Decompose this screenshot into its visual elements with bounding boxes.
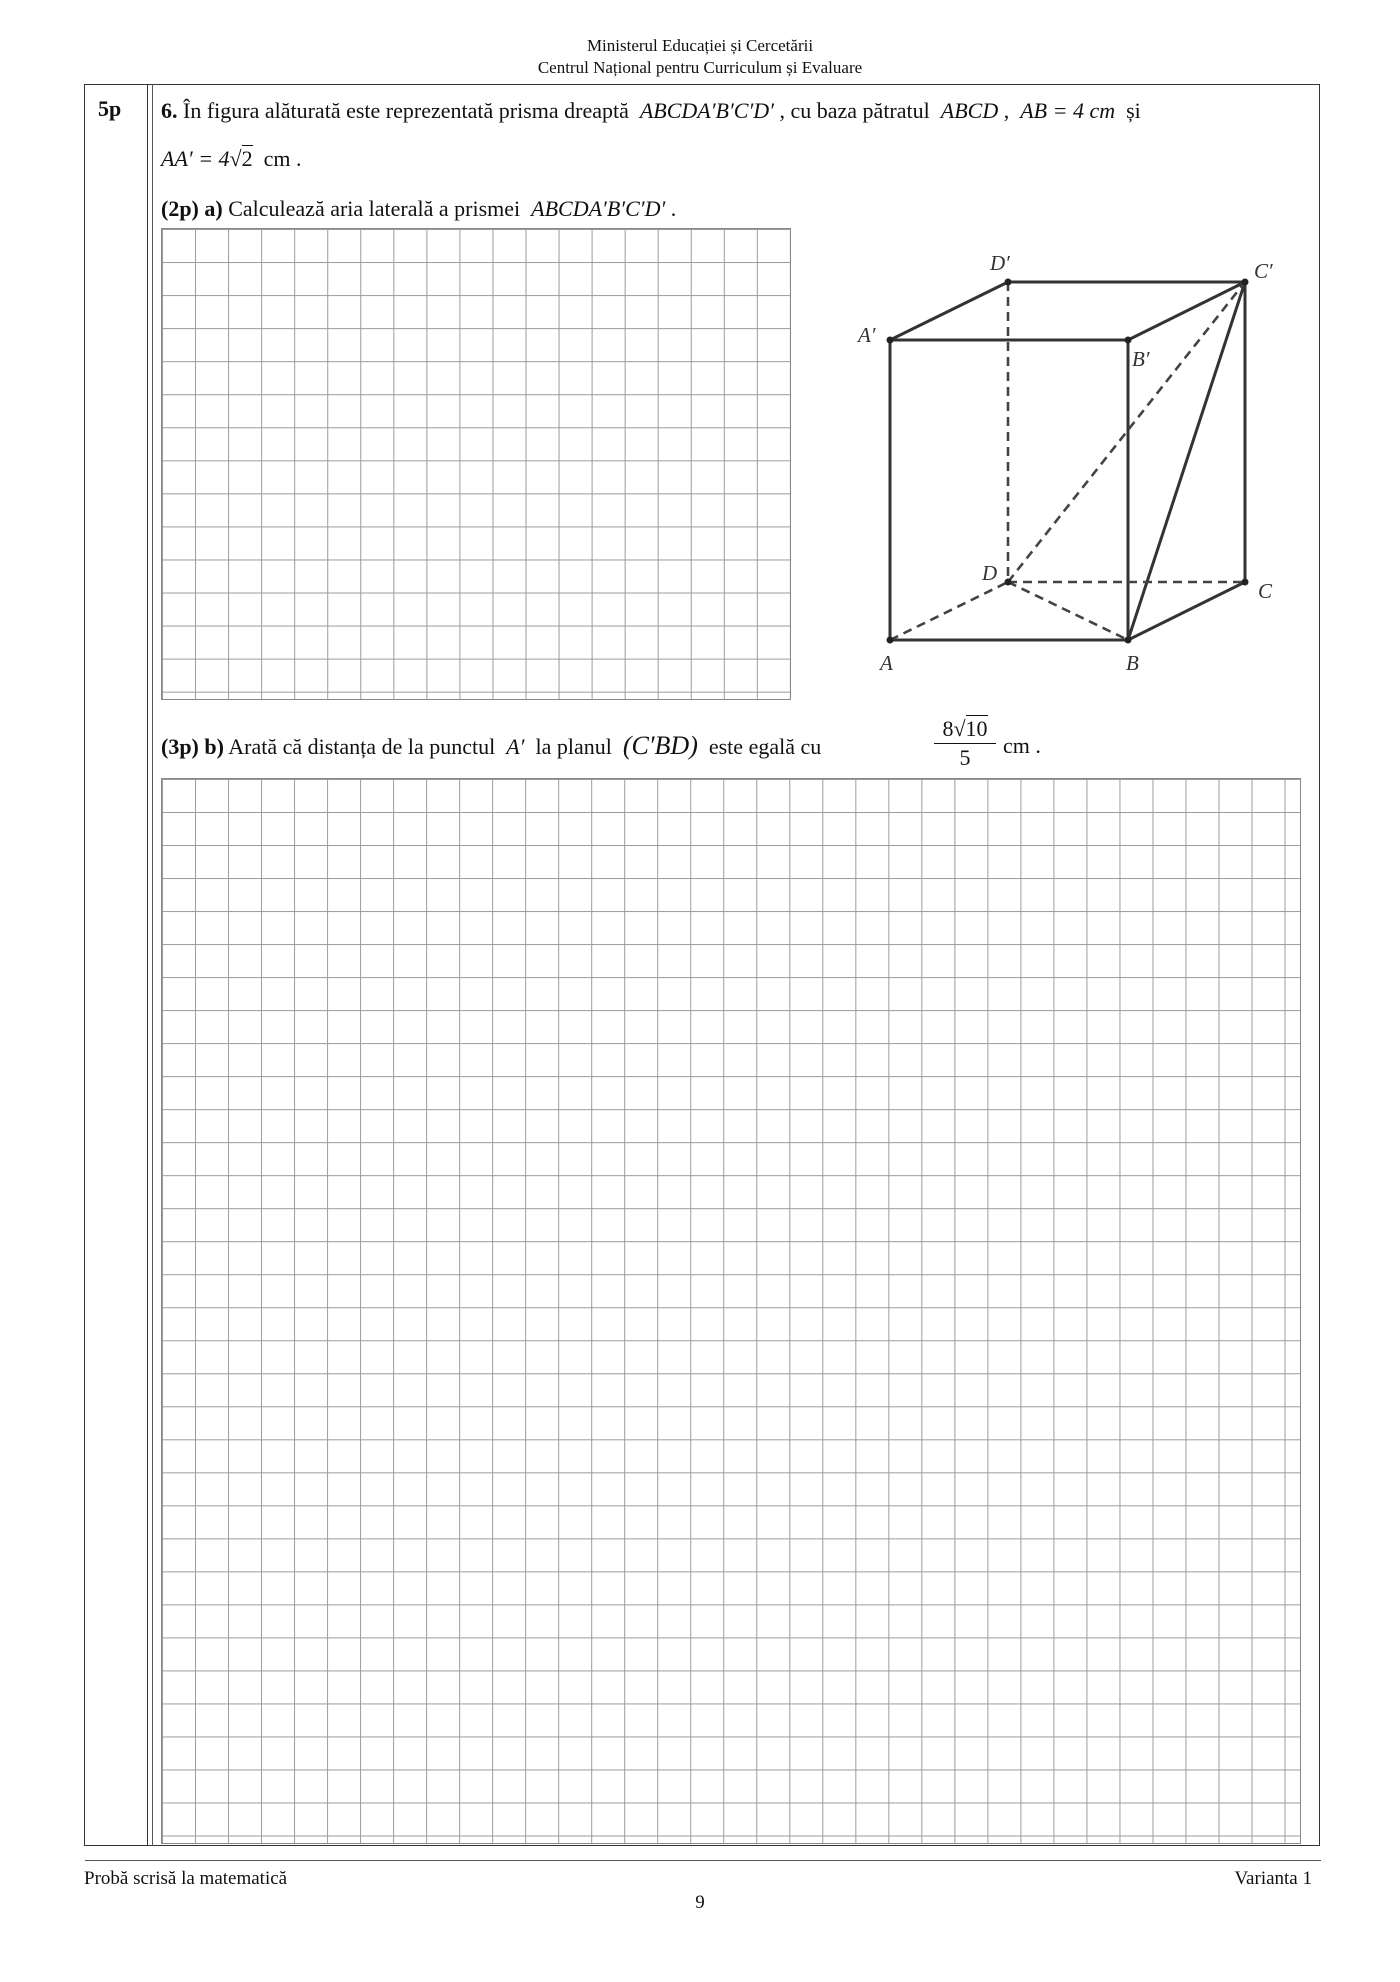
aa-sqrt-radicand: 2	[241, 146, 253, 171]
fraction-num-coef: 8	[942, 716, 954, 741]
sqrt-symbol-b: √	[953, 716, 966, 741]
label-a1: A′	[858, 323, 876, 347]
part-a-end: .	[670, 196, 677, 221]
sqrt-symbol: √	[229, 146, 242, 171]
and-word: și	[1126, 98, 1141, 123]
prism-name: ABCDA′B′C′D′	[639, 98, 774, 123]
header-ministry: Ministerul Educației și Cercetării	[586, 36, 814, 55]
problem-intro-mid: , cu baza pătratul	[779, 98, 930, 123]
fraction-num-radicand: 10	[965, 716, 988, 741]
footer-exam-name: Probă scrisă la matematică	[84, 1868, 288, 1889]
label-d1: D′	[990, 251, 1010, 275]
label-c1: C′	[1254, 259, 1273, 283]
problem-statement-line1: 6. În figura alăturată este reprezentată prisma dreaptă ABCDA′B′C′D′ , cu baza pătratul ABCD , AB = 4 cm și	[161, 98, 1141, 123]
answer-grid-a[interactable]	[161, 228, 791, 700]
aa-expression: AA′ = 4	[161, 146, 230, 171]
problem-statement-line2	[161, 146, 302, 172]
part-b-text1: Arată că distanța de la punctul	[228, 734, 496, 759]
label-c: C	[1258, 579, 1273, 603]
part-a-prism: ABCDA′B′C′D′	[531, 196, 666, 221]
label-d: D	[982, 561, 998, 585]
part-b-plane: (C′BD)	[622, 731, 698, 760]
part-b-points: (3p)	[161, 734, 199, 759]
answer-grid-b[interactable]	[161, 778, 1301, 1844]
part-b-unit: cm .	[1003, 733, 1041, 758]
part-b-point: A′	[506, 734, 525, 759]
label-a: A	[880, 651, 893, 675]
distance-fraction	[934, 716, 996, 772]
footer-rule	[85, 1860, 1321, 1861]
prism-figure	[840, 240, 1280, 690]
label-b: B	[1126, 651, 1139, 675]
label-b1: B′	[1132, 347, 1150, 371]
header-center: Centrul Național pentru Curriculum și Evaluare	[537, 58, 863, 77]
part-b-text2: la planul	[535, 734, 612, 759]
fraction-denominator: 5	[959, 745, 971, 770]
edge-db	[1008, 582, 1128, 640]
base-name: ABCD	[940, 98, 999, 123]
part-a-letter: a)	[204, 196, 223, 221]
problem-number: 6.	[161, 98, 178, 123]
edge-bc1	[1128, 282, 1245, 640]
ab-expression: AB = 4 cm	[1020, 98, 1116, 123]
part-b-statement	[161, 733, 821, 760]
column-separator-inner	[152, 84, 153, 1846]
problem-intro: În figura alăturată este reprezentată prisma dreaptă	[183, 98, 629, 123]
part-a-points: (2p)	[161, 196, 199, 221]
part-a-statement	[161, 196, 676, 222]
problem-points: 5p	[98, 96, 122, 121]
edge-a1d1	[890, 282, 1008, 340]
footer-variant: Varianta 1	[1234, 1868, 1312, 1889]
part-b-text3: este egală cu	[708, 734, 822, 759]
aa-unit: cm .	[263, 146, 302, 171]
column-separator	[147, 84, 148, 1846]
part-a-text: Calculează aria laterală a prismei	[228, 196, 521, 221]
fraction-numerator	[934, 716, 996, 744]
part-b-letter: b)	[204, 734, 224, 759]
page-number: 9	[695, 1892, 705, 1913]
edge-ad	[890, 582, 1008, 640]
